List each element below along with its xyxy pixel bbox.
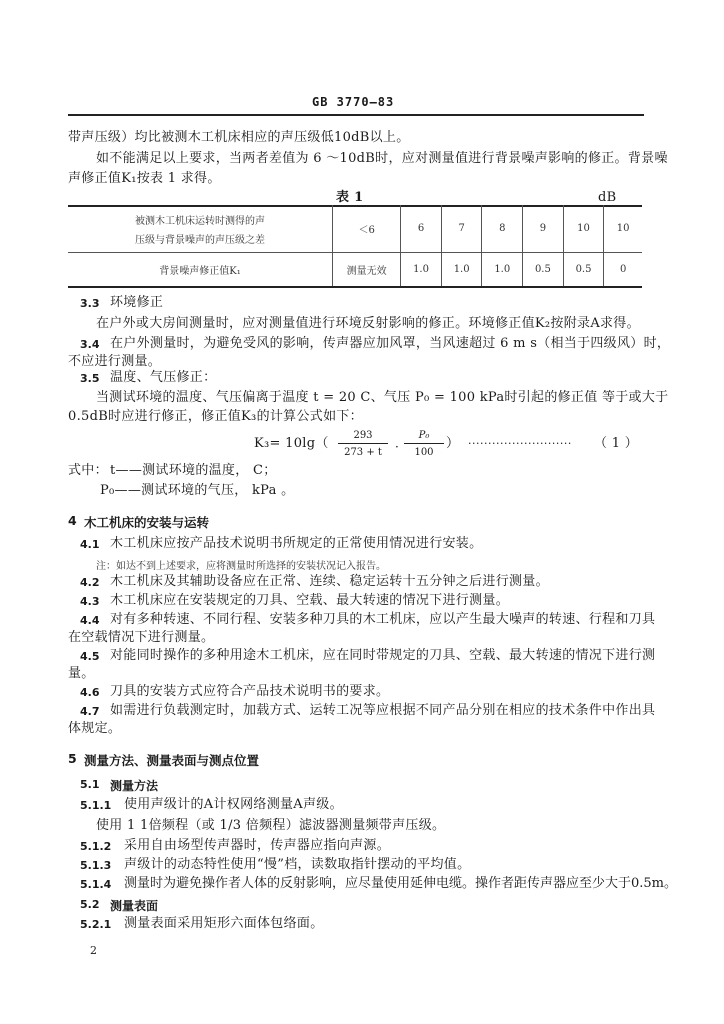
formula-frac1-denominator: 273 + t [344, 447, 382, 458]
table-cell: 0.5 [523, 253, 564, 287]
note-text: 注：如达不到上述要求，应将测量时所选择的安装状况记入报告。 [96, 561, 386, 572]
paragraph: 在户外测量时，为避免受风的影响，传声器应加风罩，当风速超过 6 m s（相当于四级风）时， [110, 336, 671, 351]
section-number: 3.3 [80, 297, 100, 310]
paragraph: 在户外或大房间测量时，应对测量值进行环境反射影响的修正。环境修正值K₂按附录A求得。 [96, 316, 640, 331]
section-number: 3.4 [80, 338, 100, 351]
formula-frac2-bar [404, 443, 444, 444]
intro-line-2: 如不能满足以上要求，当两者差值为 6 ～10dB时，应对测量值进行背景噪声影响的修正。背景噪 [96, 151, 668, 166]
table-cell: 1.0 [401, 253, 442, 287]
clause-text-continued: 量。 [68, 666, 95, 681]
section-number: 4 [68, 513, 77, 528]
table-cell: 测量无效 [333, 253, 401, 287]
section-heading: 木工机床的安装与运转 [84, 515, 210, 530]
header-rule [68, 114, 644, 116]
table-unit: dB [598, 190, 617, 205]
table-row-label-line: 压级与背景噪声的声压级之差 [135, 234, 266, 246]
formula-dot: · [395, 440, 399, 454]
clause-text: 木工机床应在安装规定的刀具、空载、最大转速的情况下进行测量。 [110, 593, 510, 608]
formula-frac2-denominator: 100 [414, 447, 434, 458]
table-cell: 1.0 [441, 253, 482, 287]
formula-number: （ 1 ） [594, 436, 639, 451]
clause-number: 5.2 [80, 898, 100, 911]
clause-text: 木工机床及其辅助设备应在正常、连续、稳定运转十五分钟之后进行测量。 [110, 574, 549, 589]
intro-line-1: 带声压级）均比被测木工机床相应的声压级低10dB以上。 [68, 130, 410, 145]
clause-number: 5.1.4 [80, 878, 112, 891]
section-heading: 测量方法、测量表面与测点位置 [84, 753, 260, 768]
clause-text: 刀具的安装方式应符合产品技术说明书的要求。 [110, 684, 390, 699]
clause-number: 4.5 [80, 650, 100, 663]
formula-close: ） [446, 436, 460, 451]
table-cell: 7 [441, 205, 482, 253]
table-cell: 8 [482, 205, 523, 253]
clause-text-continued: 在空载情况下进行测量。 [68, 630, 215, 645]
clause-text: 对有多种转速、不同行程、安装多种刀具的木工机床，应以产生最大噪声的转速、行程和刀具 [110, 612, 656, 627]
table-row-label: 背景噪声修正值K₁ [159, 266, 241, 277]
where-item: P₀——测试环境的气压， kPa 。 [100, 483, 295, 498]
table-cell: 9 [523, 205, 564, 253]
section-number: 5 [68, 751, 77, 766]
paragraph: 不应进行测量。 [68, 354, 162, 369]
table-cell: 6 [401, 205, 442, 253]
page-header: GB 3770—83 [312, 95, 395, 109]
table-cell: 10 [563, 205, 604, 253]
subsection-title: 测量表面 [110, 899, 159, 913]
clause-number: 4.3 [80, 595, 100, 608]
clause-text: 木工机床应按产品技术说明书所规定的正常使用情况进行安装。 [110, 536, 483, 551]
table-row [68, 205, 642, 253]
clause-text-continued: 体规定。 [68, 721, 122, 736]
clause-number: 5.1.1 [80, 799, 112, 812]
table-row [68, 253, 642, 287]
formula-frac2-numerator: P₀ [418, 430, 430, 441]
clause-number: 4.4 [80, 614, 100, 627]
clause-number: 5.2.1 [80, 918, 112, 931]
clause-number: 5.1.3 [80, 859, 112, 872]
table-title: 表 1 [336, 190, 364, 205]
page-number: 2 [90, 944, 97, 957]
clause-number: 4.2 [80, 576, 100, 589]
paragraph: 0.5dB时应进行修正，修正值K₃的计算公式如下： [68, 409, 363, 424]
table-cell: 1.0 [482, 253, 523, 287]
table-cell: 10 [604, 205, 642, 253]
formula-leader-dots: ·························· [468, 437, 572, 450]
table-bottom-rule [68, 286, 642, 288]
paragraph: 当测试环境的温度、气压偏离于温度 t = 20 C、气压 P₀ = 100 kPa时引起的修正值 等于或大于 [96, 390, 669, 405]
formula-lhs: K₃= 10lg（ [254, 436, 329, 451]
section-number: 3.5 [80, 372, 100, 385]
table-cell: 0.5 [563, 253, 604, 287]
section-title: 温度、气压修正： [110, 370, 217, 385]
clause-text: 使用声级计的A计权网络测量A声级。 [124, 797, 343, 812]
intro-line-3: 声修正值K₁按表 1 求得。 [68, 171, 221, 186]
table-row-label-line: 被测木工机床运转时测得的声 [135, 215, 266, 227]
subsection-title: 测量方法 [110, 779, 159, 793]
clause-text: 如需进行负载测定时，加载方式、运转工况等应根据不同产品分别在相应的技术条件中作出具 [110, 703, 656, 718]
table-row-label [68, 205, 333, 253]
table-cell: 0 [604, 253, 642, 287]
clause-number: 5.1 [80, 778, 100, 791]
clause-number: 4.1 [80, 538, 100, 551]
clause-text: 采用自由场型传声器时，传声器应指向声源。 [124, 838, 391, 853]
clause-number: 4.6 [80, 686, 100, 699]
section-title: 环境修正 [110, 295, 164, 310]
clause-text: 声级计的动态特性使用“慢”档，读数取指针摆动的平均值。 [124, 857, 471, 872]
clause-text: 使用 1 1倍频程（或 1/3 倍频程）滤波器测量频带声压级。 [96, 818, 446, 833]
table-1 [68, 205, 642, 286]
clause-text: 对能同时操作的多种用途木工机床，应在同时带规定的刀具、空载、最大转速的情况下进行测 [110, 648, 656, 663]
clause-text: 测量表面采用矩形六面体包络面。 [124, 916, 324, 931]
formula-frac1-bar [338, 443, 388, 444]
clause-number: 5.1.2 [80, 840, 112, 853]
clause-number: 4.7 [80, 705, 100, 718]
table-cell: ＜6 [333, 205, 401, 253]
clause-text: 测量时为避免操作者人体的反射影响，应尽量使用延伸电缆。操作者距传声器应至少大于0.5m。 [124, 876, 678, 891]
where-item: t——测试环境的温度， C； [110, 463, 277, 478]
where-label: 式中： [68, 463, 108, 478]
formula-frac1-numerator: 293 [353, 430, 373, 441]
